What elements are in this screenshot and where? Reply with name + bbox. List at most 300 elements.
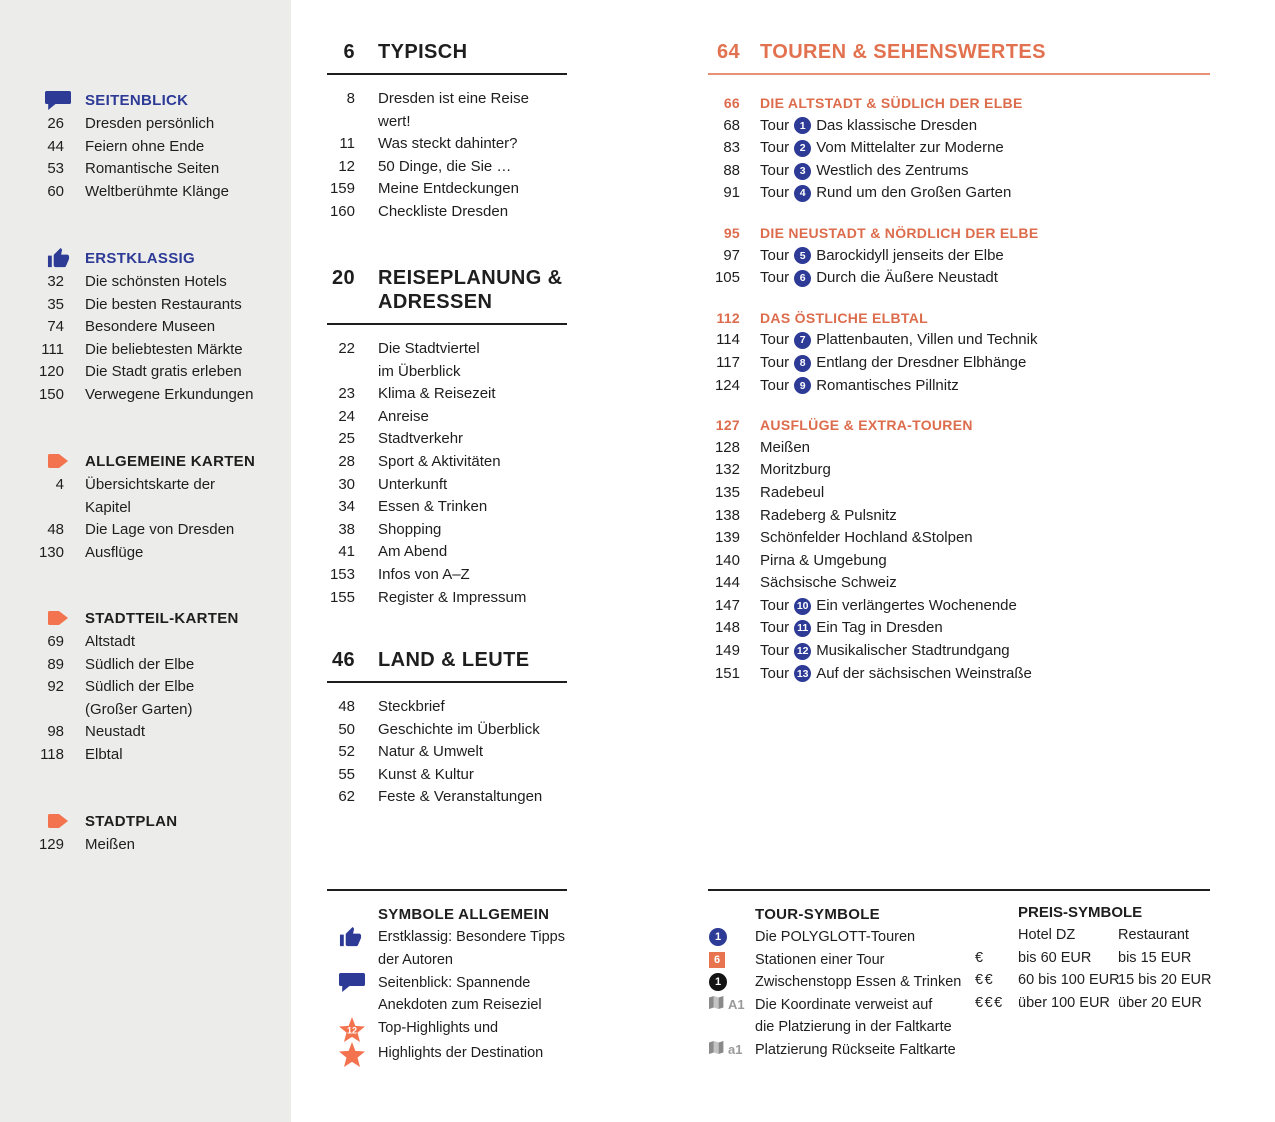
entry-label	[378, 696, 445, 719]
page-number: 91	[723, 184, 740, 202]
toc-entry	[0, 316, 291, 339]
heading-rule	[327, 73, 567, 75]
entry-label	[760, 182, 1011, 205]
entry-label	[760, 617, 943, 640]
chapter-title	[378, 266, 563, 314]
tour-number-icon: 8	[794, 355, 811, 372]
group-title: DAS ÖSTLICHE ELBTAL	[760, 309, 928, 326]
legend-title: TOUR-SYMBOLE	[755, 906, 880, 923]
entry-line: Unterkunft	[378, 475, 448, 493]
toc-entry	[0, 294, 291, 317]
legend-row	[708, 1039, 1008, 1062]
entry-label	[378, 519, 441, 542]
page-number: 69	[47, 633, 64, 650]
page-number: 92	[47, 678, 64, 696]
page-number: 28	[338, 452, 355, 470]
entry-label	[760, 267, 998, 290]
tour-number-icon: 5	[794, 247, 811, 264]
entry-line: Meißen	[85, 836, 136, 853]
tour-group-heading	[708, 92, 1210, 115]
price-restaurant-value: 15 bis 20 EUR	[1118, 972, 1212, 989]
page-number: 88	[723, 161, 740, 179]
legend-rule	[708, 889, 1210, 891]
legend-icon-spacer	[708, 1016, 755, 1039]
entry-line: Auf der sächsischen Weinstraße	[816, 664, 1032, 682]
sidebar-section-header	[0, 809, 291, 833]
entry-line: Steckbrief	[378, 698, 445, 715]
sidebar-section	[0, 809, 291, 857]
toc-entry	[0, 834, 291, 857]
page-number: 60	[47, 182, 64, 200]
entry-line: Kunst & Kultur	[378, 765, 474, 783]
legend-text: Die Koordinate verweist auf	[755, 996, 933, 1013]
speech-bubble-icon	[327, 972, 378, 995]
entry-label	[85, 339, 243, 362]
entry-line: Die Lage von Dresden	[85, 521, 235, 539]
entry-line: im Überblick	[378, 362, 461, 380]
entry-line: Weltberühmte Klänge	[85, 182, 229, 200]
page-number: 24	[338, 407, 355, 425]
entry-label	[760, 352, 1026, 375]
legend-text: Zwischenstopp Essen & Trinken	[755, 974, 962, 991]
page-number: 118	[40, 745, 64, 763]
toc-entry	[708, 160, 1210, 183]
page-number: 68	[723, 116, 740, 134]
group-page-number: 66	[723, 95, 740, 111]
entry-line: Musikalischer Stadtrundgang	[816, 642, 1010, 660]
page-number: 4	[55, 476, 64, 493]
entry-line: Geschichte im Überblick	[378, 720, 540, 738]
legend-row	[327, 926, 567, 949]
toc-entry	[0, 721, 291, 744]
entry-label	[85, 181, 229, 204]
tour-group	[708, 414, 1210, 685]
entry-label	[378, 88, 529, 133]
sidebar-section	[0, 246, 291, 407]
station-number-icon	[708, 949, 755, 972]
page-number: 22	[338, 340, 355, 357]
entry-label	[85, 676, 194, 721]
chapter-heading	[327, 266, 567, 314]
entry-line: Kapitel	[85, 498, 131, 516]
sidebar-section-header	[0, 606, 291, 630]
price-hotel-value: Hotel DZ	[1018, 927, 1076, 943]
toc-entry	[327, 541, 567, 564]
chapter-page-number: 64	[716, 41, 740, 63]
entry-line: Die Stadtviertel	[378, 340, 480, 357]
entry-line: Südlich der Elbe	[85, 655, 195, 673]
toc-entry	[708, 245, 1210, 268]
tour-number-icon: 12	[794, 643, 811, 660]
page-number: 8	[346, 90, 355, 107]
toc-entry	[708, 267, 1210, 290]
page-number: 26	[47, 115, 64, 132]
entry-line: Sport & Aktivitäten	[378, 452, 501, 470]
entry-label	[378, 451, 501, 474]
map-icon	[708, 994, 755, 1017]
entry-line: Moritzburg	[760, 461, 831, 479]
toc-entry	[0, 542, 291, 565]
entry-line: Rund um den Großen Garten	[816, 184, 1012, 202]
legend-text: Stationen einer Tour	[755, 951, 885, 968]
entry-line: Altstadt	[85, 633, 136, 650]
star-badge-icon	[327, 1017, 378, 1042]
tour-prefix: Tour	[760, 353, 790, 371]
entry-line: Natur & Umwelt	[378, 743, 484, 761]
page-number: 41	[338, 543, 355, 561]
tour-symbols-legend	[708, 903, 1008, 1062]
entry-label	[378, 786, 542, 809]
tour-number-icon: 1	[709, 928, 727, 946]
price-eur-symbol: €€€	[975, 994, 1004, 1011]
toc-entry	[0, 654, 291, 677]
entry-label	[85, 271, 227, 294]
toc-entry	[708, 527, 1210, 550]
toc-entry	[0, 361, 291, 384]
legend-icon-spacer	[327, 994, 378, 1017]
page-number: 62	[338, 788, 355, 806]
toc-entry	[327, 383, 567, 406]
legend-text: Highlights der Destination	[378, 1044, 544, 1061]
toc-entry	[0, 158, 291, 181]
price-eur-symbol: €	[975, 949, 985, 966]
tour-prefix: Tour	[760, 246, 790, 264]
map-coordinate: a1	[728, 1041, 743, 1057]
legend-row	[708, 926, 1008, 949]
toc-entry	[327, 338, 567, 383]
toc-entry	[708, 182, 1210, 205]
entry-label	[760, 329, 1037, 352]
entry-label	[85, 113, 214, 136]
tour-prefix: Tour	[760, 376, 790, 394]
chapter-page-number: 46	[331, 649, 355, 671]
map-icon	[709, 994, 724, 1017]
chapter-section	[327, 648, 567, 809]
entry-line: Radeberg & Pulsnitz	[760, 506, 897, 524]
entry-label	[760, 437, 810, 460]
entry-label	[378, 201, 508, 224]
toc-entry	[327, 519, 567, 542]
page-number: 155	[329, 588, 355, 606]
page-number: 34	[338, 498, 355, 516]
entry-line: Die Stadt gratis erleben	[85, 363, 242, 381]
chapter-title-line: ADRESSEN	[378, 291, 493, 313]
entry-label	[85, 519, 234, 542]
stop-number-icon	[708, 971, 755, 994]
sidebar-section-header	[0, 449, 291, 473]
entry-label	[378, 406, 429, 429]
entry-label	[85, 136, 204, 159]
toc-entry	[708, 459, 1210, 482]
tour-prefix: Tour	[760, 269, 790, 287]
entry-line: Südlich der Elbe	[85, 678, 195, 696]
legend-row	[708, 971, 1008, 994]
page-number: 114	[716, 331, 740, 349]
page-number: 148	[714, 619, 740, 637]
toc-entry	[708, 352, 1210, 375]
sidebar-section-title: ALLGEMEINE KARTEN	[85, 452, 256, 470]
legend-text: Anekdoten zum Reiseziel	[378, 997, 542, 1014]
entry-line: (Großer Garten)	[85, 700, 193, 718]
price-restaurant-value: Restaurant	[1118, 927, 1189, 943]
entry-line: Neustadt	[85, 723, 146, 741]
page-number: 32	[47, 273, 64, 290]
tour-prefix: Tour	[760, 184, 790, 202]
entry-label	[760, 160, 968, 183]
group-title: AUSFLÜGE & EXTRA-TOUREN	[760, 417, 973, 434]
toc-entry	[327, 741, 567, 764]
entry-line: Pirna & Umgebung	[760, 551, 887, 569]
entry-line: Stadtverkehr	[378, 430, 464, 448]
legend-text: Platzierung Rückseite Faltkarte	[755, 1041, 956, 1058]
entry-label	[760, 482, 824, 505]
legend-row	[327, 994, 567, 1017]
entry-line: Sächsische Schweiz	[760, 574, 897, 592]
sidebar-section-title: SEITENBLICK	[85, 91, 189, 109]
price-hotel-value: 60 bis 100 EUR	[1018, 972, 1120, 989]
page-number: 128	[714, 438, 740, 456]
chapter-title	[378, 648, 529, 672]
entry-line: Verwegene Erkundungen	[85, 385, 254, 403]
entry-line: Schönfelder Hochland &Stolpen	[760, 529, 973, 547]
entry-line: Shopping	[378, 520, 442, 538]
page-number: 23	[338, 385, 355, 403]
page-number: 50	[338, 720, 355, 738]
chapter-page-number: 6	[343, 41, 355, 63]
entry-label	[85, 654, 194, 677]
entry-label	[378, 474, 447, 497]
entry-line: Klima & Reisezeit	[378, 385, 496, 403]
entry-label	[378, 383, 496, 406]
tour-number-icon	[708, 926, 755, 949]
entry-label	[85, 542, 143, 565]
page-number: 74	[47, 318, 64, 336]
sidebar-section-title: STADTTEIL-KARTEN	[85, 609, 239, 627]
thumbs-up-icon	[327, 926, 378, 949]
map-icon	[708, 1039, 755, 1062]
entry-label	[760, 572, 897, 595]
sidebar-section-title: STADTPLAN	[85, 812, 178, 830]
entry-line: Romantische Seiten	[85, 160, 220, 178]
heading-rule-orange	[708, 73, 1210, 75]
page-number: 139	[714, 529, 740, 547]
entry-line: Infos von A–Z	[378, 565, 470, 583]
entry-label	[85, 834, 135, 857]
page-number: 111	[41, 340, 64, 358]
entry-label	[760, 640, 1010, 663]
entry-label	[378, 764, 474, 787]
entry-label	[378, 541, 447, 564]
chapter-section	[327, 266, 567, 609]
price-column	[975, 924, 1004, 1014]
entry-line: Feiern ohne Ende	[85, 137, 205, 155]
entry-line: Barockidyll jenseits der Elbe	[816, 246, 1004, 264]
entry-label	[378, 428, 463, 451]
entry-label	[760, 115, 977, 138]
toc-entry	[0, 519, 291, 542]
toc-entry	[708, 115, 1210, 138]
stop-number-icon: 1	[709, 973, 727, 991]
tour-number-icon: 4	[794, 185, 811, 202]
page-number: 138	[714, 506, 740, 524]
page-number: 160	[329, 202, 355, 220]
page-number: 52	[338, 743, 355, 761]
entry-line: Dresden persönlich	[85, 115, 215, 132]
price-hotel-value: bis 60 EUR	[1018, 949, 1092, 966]
entry-label	[85, 474, 215, 519]
entry-line: 50 Dinge, die Sie …	[378, 157, 512, 175]
group-page-number: 112	[716, 309, 740, 326]
legend-row	[327, 1017, 567, 1042]
entry-line: Entlang der Dresdner Elbhänge	[816, 353, 1027, 371]
page-number: 130	[38, 543, 64, 561]
tour-prefix: Tour	[760, 139, 790, 157]
toc-entry	[327, 178, 567, 201]
entry-line: Ein verlängertes Wochenende	[816, 596, 1017, 614]
page-number: 159	[329, 180, 355, 198]
entry-label	[85, 158, 219, 181]
entry-label	[760, 595, 1017, 618]
entry-label	[760, 459, 831, 482]
entry-line: Die schönsten Hotels	[85, 273, 227, 290]
entry-label	[378, 133, 518, 156]
chapter-heading	[327, 648, 567, 672]
symbols-legend	[327, 889, 567, 1067]
tour-prefix: Tour	[760, 331, 790, 349]
entry-label	[85, 294, 242, 317]
toc-entry	[708, 505, 1210, 528]
tour-group	[708, 307, 1210, 397]
page-number: 151	[714, 664, 740, 682]
sidebar-section	[0, 88, 291, 203]
entry-label	[378, 338, 480, 383]
arrow-tag-icon	[45, 611, 71, 625]
toc-entry	[327, 786, 567, 809]
page-number: 53	[47, 160, 64, 178]
tour-group	[708, 222, 1210, 290]
tour-number-icon: 3	[794, 163, 811, 180]
toc-entry	[327, 564, 567, 587]
chapter-title	[378, 40, 467, 64]
toc-entry	[708, 482, 1210, 505]
entry-line: Das klassische Dresden	[816, 116, 978, 134]
station-number-icon: 6	[709, 952, 725, 968]
legend-row	[327, 949, 567, 972]
toc-entry	[708, 550, 1210, 573]
price-legend-title: PREIS-SYMBOLE	[1018, 904, 1143, 921]
toc-entry	[327, 496, 567, 519]
tour-prefix: Tour	[760, 664, 790, 682]
page-number: 124	[714, 376, 740, 394]
sidebar-section	[0, 449, 291, 564]
entry-line: Was steckt dahinter?	[378, 135, 518, 153]
entry-label	[378, 178, 519, 201]
page-number: 105	[714, 269, 740, 287]
page-number: 140	[714, 551, 740, 569]
legend-row	[327, 1042, 567, 1067]
sidebar-section	[0, 606, 291, 767]
entry-line: wert!	[378, 112, 411, 130]
chapter-heading	[327, 40, 567, 64]
toc-entry	[327, 587, 567, 610]
chapter-heading	[708, 40, 1210, 64]
entry-label	[378, 496, 487, 519]
page-number: 38	[338, 520, 355, 538]
page-number: 153	[329, 565, 355, 583]
page-number: 25	[338, 430, 355, 448]
star-badge-icon	[339, 1017, 365, 1042]
entry-line: Durch die Äußere Neustadt	[816, 269, 998, 287]
legend-icon-spacer	[327, 949, 378, 972]
entry-label	[760, 137, 1004, 160]
chapter-page-number: 20	[331, 267, 355, 289]
toc-entry	[327, 719, 567, 742]
toc-entry	[0, 113, 291, 136]
entry-label	[378, 719, 540, 742]
entry-label	[760, 527, 973, 550]
toc-entry	[708, 617, 1210, 640]
toc-entry	[327, 428, 567, 451]
toc-entry	[708, 663, 1210, 686]
page-number: 35	[47, 295, 64, 313]
tour-group-heading	[708, 414, 1210, 437]
tour-prefix: Tour	[760, 596, 790, 614]
entry-line: Meine Entdeckungen	[378, 180, 519, 198]
legend-text: Top-Highlights und	[378, 1019, 499, 1036]
sidebar-section-header	[0, 246, 291, 270]
chapter-title-line: REISEPLANUNG &	[378, 267, 563, 289]
entry-label	[85, 361, 242, 384]
entry-label	[760, 245, 1004, 268]
toc-entry	[0, 136, 291, 159]
entry-label	[378, 741, 483, 764]
tour-number-icon: 10	[794, 598, 811, 615]
toc-entry	[327, 451, 567, 474]
legend-row	[708, 1016, 1008, 1039]
price-restaurant-value: bis 15 EUR	[1118, 949, 1192, 966]
toc-entry	[708, 572, 1210, 595]
entry-label	[760, 505, 897, 528]
page-number: 30	[338, 475, 355, 493]
toc-entry	[708, 437, 1210, 460]
page-number: 83	[723, 139, 740, 157]
tour-prefix: Tour	[760, 619, 790, 637]
toc-entry	[708, 137, 1210, 160]
legend-row	[708, 949, 1008, 972]
toc-entry	[327, 406, 567, 429]
price-hotel-value: über 100 EUR	[1018, 994, 1110, 1011]
star-badge-number: 12	[346, 1025, 358, 1036]
entry-line: Dresden ist eine Reise	[378, 90, 529, 107]
tour-number-icon: 9	[794, 377, 811, 394]
chapter-title-line: TYPISCH	[378, 41, 468, 63]
toc-entry	[0, 339, 291, 362]
page-number: 98	[47, 723, 64, 741]
chapter-title-line: LAND & LEUTE	[378, 649, 530, 671]
page-number: 120	[38, 363, 64, 381]
toc-entry	[327, 156, 567, 179]
page-number: 44	[47, 137, 64, 155]
price-column	[1018, 924, 1120, 1014]
legend-rule	[327, 889, 567, 891]
entry-line: Besondere Museen	[85, 318, 216, 336]
entry-line: Westlich des Zentrums	[816, 161, 969, 179]
sidebar	[0, 0, 291, 1122]
tour-number-icon: 7	[794, 332, 811, 349]
entry-line: Die beliebtesten Märkte	[85, 340, 243, 358]
entry-line: Elbtal	[85, 745, 123, 763]
entry-label	[378, 564, 470, 587]
